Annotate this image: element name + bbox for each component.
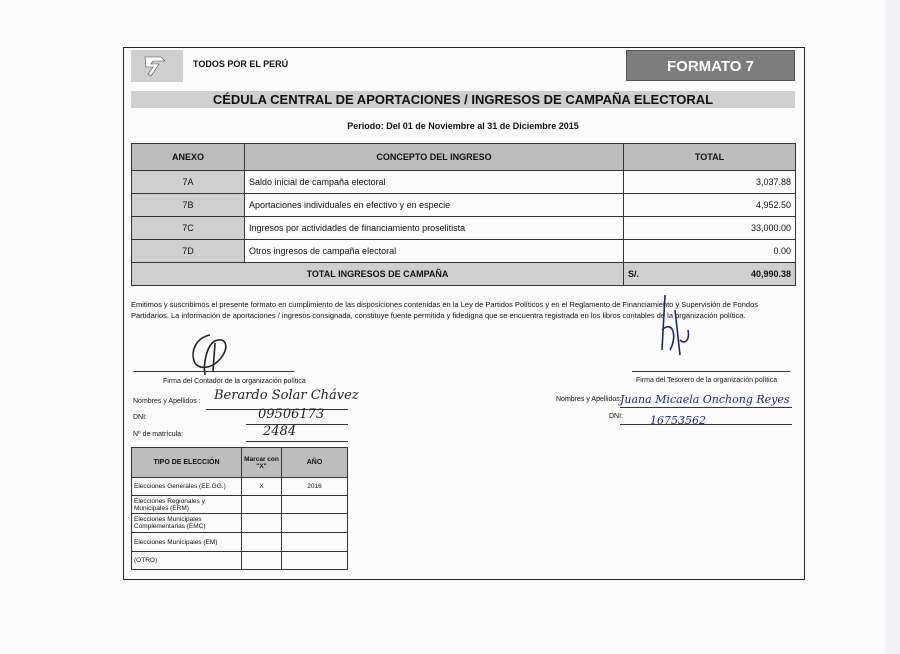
election-type-cell: Elecciones Generales (EE.GG.) (132, 478, 242, 496)
concept-cell: Aportaciones individuales en efectivo y en especie (245, 194, 624, 217)
total-cell: 33,000.00 (624, 217, 796, 240)
accountant-role-label: Firma del Contador de la organización política (163, 378, 306, 385)
treasurer-role-label: Firma del Tesorero de la organización política (636, 377, 778, 384)
concept-cell: Otros ingresos de campaña electoral (245, 240, 624, 263)
accountant-name-label: Nombres y Apellidos : (133, 398, 201, 405)
treasurer-name-label: Nombres y Apellidos: (556, 396, 622, 403)
concept-cell: Saldo inicial de campaña electoral (245, 171, 624, 194)
election-year-header: AÑO (282, 448, 348, 478)
treasurer-signature-line (632, 371, 790, 372)
total-row (132, 263, 796, 286)
election-year-cell (282, 533, 348, 552)
annex-cell: 7D (132, 240, 245, 263)
treasurer-dni-value: 16753562 (650, 414, 706, 427)
election-mark-cell (242, 533, 282, 552)
treasurer-name-line (620, 407, 792, 408)
election-type-cell: (OTRO) (132, 552, 242, 570)
concept-cell: Ingresos por actividades de financiamiento proselitista (245, 217, 624, 240)
party-name: TODOS POR EL PERÚ (193, 59, 289, 69)
accountant-reg-value: 2484 (263, 424, 297, 439)
accountant-dni-value: 09506173 (258, 407, 325, 422)
table-row (132, 194, 796, 217)
party-logo (131, 50, 183, 82)
election-mark-cell (242, 514, 282, 533)
currency-label: S/. (624, 263, 673, 286)
total-label: TOTAL INGRESOS DE CAMPAÑA (132, 263, 624, 286)
election-type-cell: Elecciones Regionales y Municipales (ERM) (132, 496, 242, 514)
total-header: TOTAL (624, 144, 796, 171)
election-mark-cell (242, 552, 282, 570)
annex-header: ANEXO (132, 144, 245, 171)
declaration-text: Emitimos y suscribimos el presente formato en cumplimiento de las disposiciones contenidas en la Ley de Partidos Políticos y en el Reglamento de Financiamiento y Supervisión de Fondos Partidarios. La información de aportaciones / ingresos consignada, constituye fuente permitida y fidedigna que se encuentra registrada en los libros contables de la organización política. (131, 300, 758, 320)
accountant-signature-line (133, 371, 294, 372)
election-table (131, 447, 348, 570)
format-label: FORMATO 7 (626, 50, 795, 81)
election-year-cell (282, 552, 348, 570)
period-text: Periodo: Del 01 de Noviembre al 31 de Diciembre 2015 (347, 121, 579, 131)
election-year-cell (282, 496, 348, 514)
election-table-header (132, 448, 348, 478)
election-type-header: TIPO DE ELECCIÓN (132, 448, 242, 478)
total-cell: 4,952.50 (624, 194, 796, 217)
total-cell: 0.00 (624, 240, 796, 263)
annex-cell: 7C (132, 217, 245, 240)
total-value: 40,990.38 (672, 263, 796, 286)
accountant-reg-label: Nº de matrícula: (133, 431, 184, 438)
annex-cell: 7A (132, 171, 245, 194)
table-row (132, 552, 348, 570)
treasurer-dni-line (620, 424, 792, 425)
concept-header: CONCEPTO DEL INGRESO (245, 144, 624, 171)
treasurer-name-value: Juana Micaela Onchong Reyes (620, 393, 790, 406)
table-row (132, 533, 348, 552)
accountant-reg-line (246, 441, 348, 442)
election-type-cell: Elecciones Municipales Complementarias (EMC) (132, 514, 242, 533)
table-row (132, 240, 796, 263)
election-year-cell: 2016 (282, 478, 348, 496)
election-year-cell (282, 514, 348, 533)
accountant-name-value: Berardo Solar Chávez (214, 388, 359, 403)
income-table-header (132, 144, 796, 171)
accountant-dni-line (246, 424, 348, 425)
annex-cell: 7B (132, 194, 245, 217)
election-mark-header: Marcar con "X" (242, 448, 282, 478)
treasurer-signature (650, 290, 695, 375)
document-title: CÉDULA CENTRAL DE APORTACIONES / INGRESOS DE CAMPAÑA ELECTORAL (131, 91, 795, 108)
table-row (132, 478, 348, 496)
table-row (132, 496, 348, 514)
income-table (131, 143, 796, 286)
election-mark-cell (242, 496, 282, 514)
treasurer-dni-label: DNI: (609, 413, 623, 420)
total-cell: 3,037.88 (624, 171, 796, 194)
accountant-dni-label: DNI: (133, 414, 147, 421)
election-type-cell: Elecciones Municipales (EM) (132, 533, 242, 552)
table-row (132, 514, 348, 533)
table-row (132, 171, 796, 194)
election-mark-cell: X (242, 478, 282, 496)
table-row (132, 217, 796, 240)
party-logo-icon (131, 50, 183, 82)
